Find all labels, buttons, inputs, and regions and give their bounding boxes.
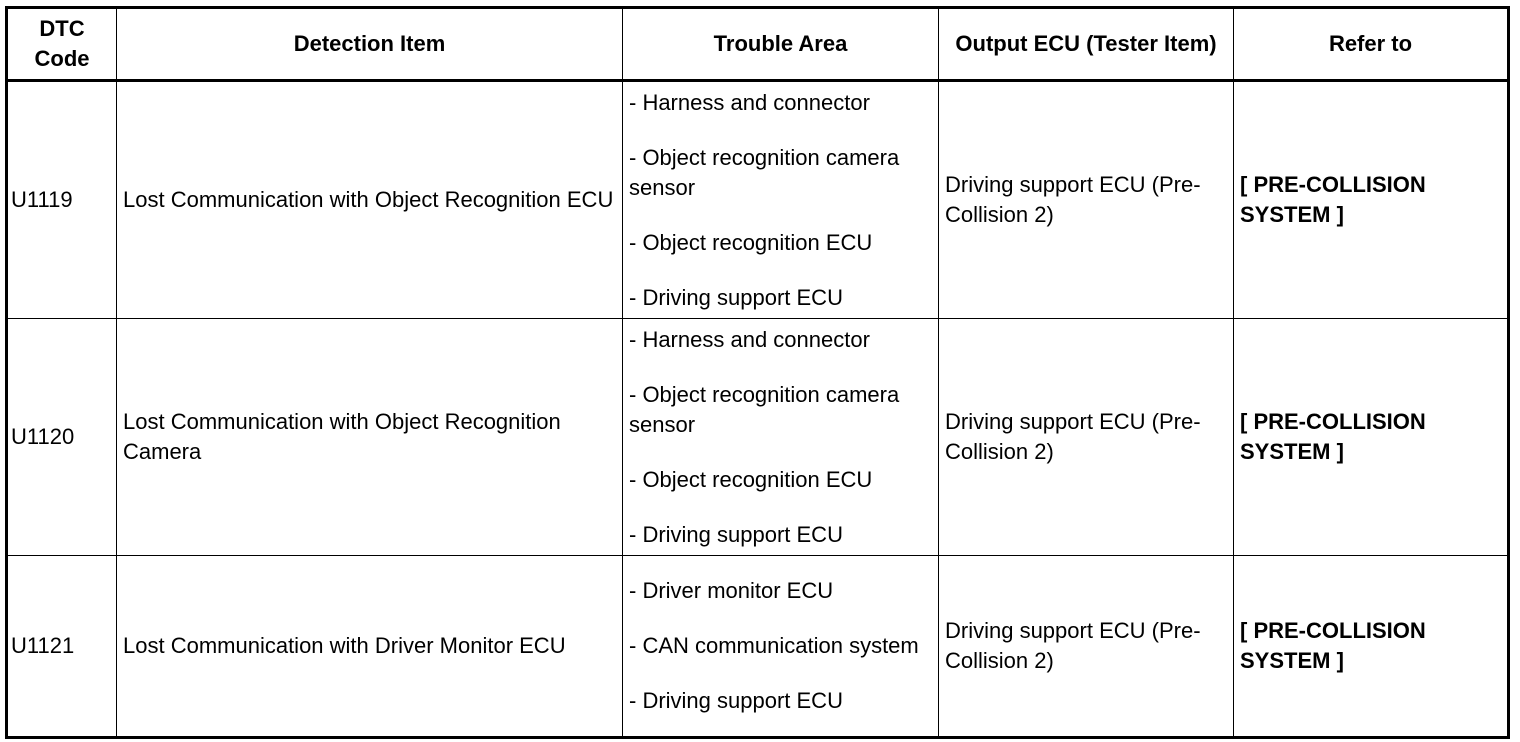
header-refer-to: Refer to [1234,8,1509,81]
trouble-area-item: - CAN communication system [629,633,919,658]
table-row [7,81,1509,319]
dtc-code-cell: U1120 [7,319,117,556]
refer-to-cell: [ PRE-COLLISION SYSTEM ] [1234,81,1509,319]
output-ecu-cell: Driving support ECU (Pre-Collision 2) [939,319,1234,556]
trouble-area-cell [623,319,939,556]
header-trouble-area: Trouble Area [623,8,939,81]
trouble-area-item: - Harness and connector [629,326,870,352]
trouble-area-item: - Driver monitor ECU [629,578,834,603]
trouble-area-item: - Harness and connector [629,89,870,115]
dtc-code-cell: U1121 [7,556,117,738]
refer-to-cell: [ PRE-COLLISION SYSTEM ] [1234,319,1509,556]
trouble-area-item: - Object recognition camera sensor [629,144,900,200]
trouble-area-cell [623,556,939,738]
trouble-area-item: - Driving support ECU [629,688,843,713]
table-row [7,319,1509,556]
table-body [7,81,1509,738]
header-dtc-code: DTC Code [7,8,117,81]
trouble-area-item: - Object recognition camera sensor [629,381,900,437]
trouble-area-item: - Object recognition ECU [629,229,873,255]
detection-item-cell: Lost Communication with Object Recognition Camera [117,319,623,556]
header-output-ecu: Output ECU (Tester Item) [939,8,1234,81]
trouble-area-cell [623,81,939,319]
detection-item-cell: Lost Communication with Object Recognition ECU [117,81,623,319]
refer-to-cell: [ PRE-COLLISION SYSTEM ] [1234,556,1509,738]
dtc-table [5,6,1510,739]
trouble-area-item: - Driving support ECU [629,284,843,310]
output-ecu-cell: Driving support ECU (Pre-Collision 2) [939,556,1234,738]
dtc-code-cell: U1119 [7,81,117,319]
trouble-area-item: - Object recognition ECU [629,466,873,492]
header-detection-item: Detection Item [117,8,623,81]
table-header [7,8,1509,81]
header-row [7,8,1509,81]
detection-item-cell: Lost Communication with Driver Monitor ECU [117,556,623,738]
output-ecu-cell: Driving support ECU (Pre-Collision 2) [939,81,1234,319]
trouble-area-item: - Driving support ECU [629,521,843,547]
table-row [7,556,1509,738]
